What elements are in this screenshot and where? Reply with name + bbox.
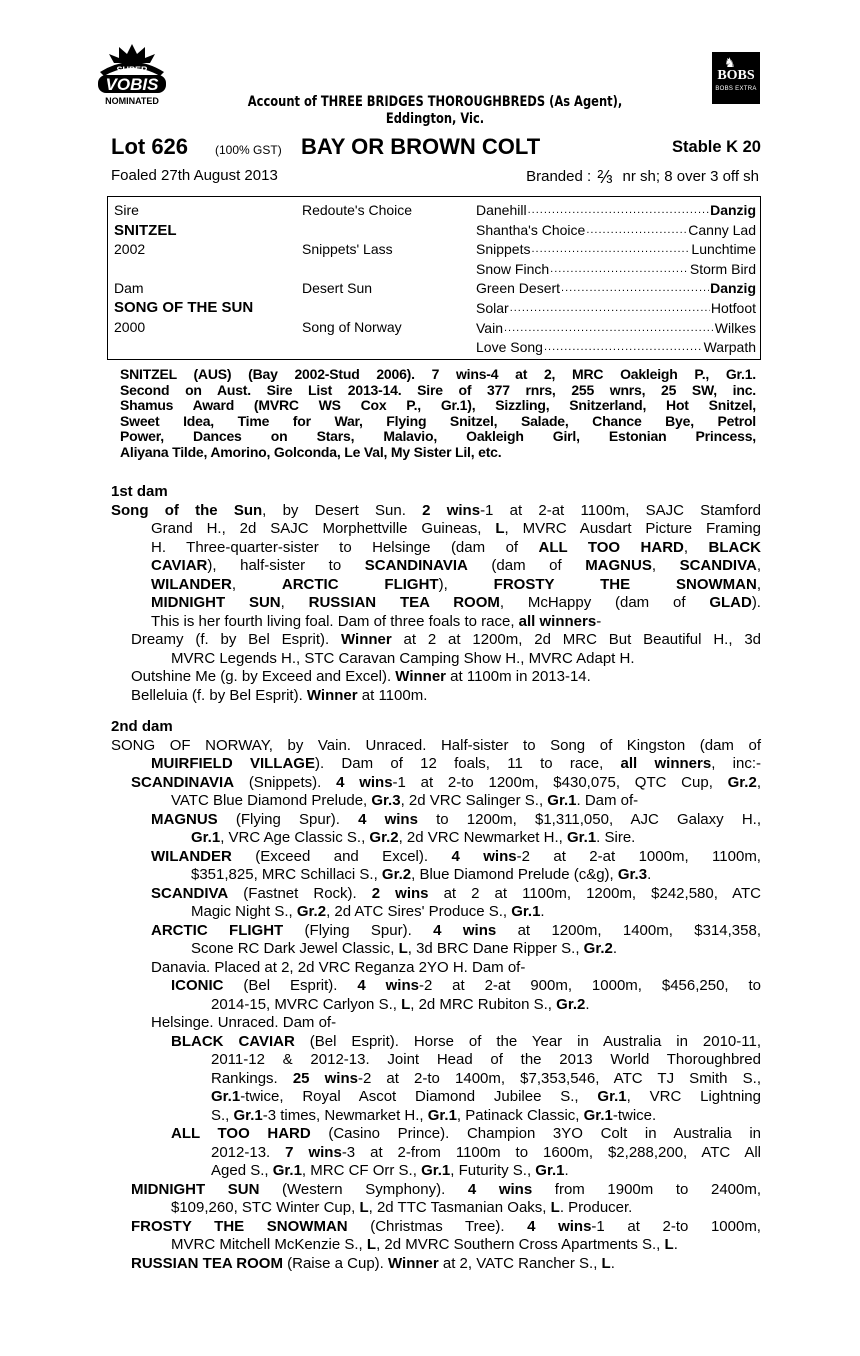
text-line (111, 668, 761, 687)
bold-text: 4 wins (527, 1217, 592, 1235)
bold-text: 4 wins (467, 1180, 533, 1198)
plain-text: -3 at 2-from 1100m to 1600m, $2,288,200, ATC All (341, 1143, 761, 1161)
plain-text: (Exceed and Excel). (231, 847, 452, 865)
plain-text: at 1100m. (357, 686, 428, 704)
text-line (111, 903, 761, 922)
bold-text: 7 wins (285, 1143, 342, 1161)
gen3-row (476, 260, 756, 280)
bold-text: RUSSIAN TEA ROOM (131, 1254, 283, 1272)
bold-text: SCANDIVA (679, 557, 757, 574)
plain-text: -twice. (612, 1106, 657, 1124)
super-vobis-nominated-logo (90, 42, 174, 108)
plain-text: This is her fourth living foal. Dam of three foals to race, (151, 612, 519, 630)
plain-text: H. Three-quarter-sister to Helsinge (dam of (151, 538, 539, 556)
leader-dots (504, 319, 714, 339)
plain-text: -1 at 2-to 1000m, (591, 1217, 761, 1235)
bold-text: Winner (388, 1254, 439, 1272)
dam-label: Dam (114, 280, 144, 296)
bold-text: ARCTIC FLIGHT (151, 921, 284, 939)
brand-mark-icon: ⅔ (597, 167, 613, 187)
bold-text: MIDNIGHT SUN (131, 1180, 260, 1198)
text-line (111, 520, 761, 539)
text-line (111, 1255, 761, 1274)
bold-text: Gr.1 (597, 1088, 627, 1105)
plain-text: (Fastnet Rock). (228, 884, 372, 902)
text-line (111, 1107, 761, 1126)
bold-text: ALL TOO HARD (171, 1125, 311, 1142)
plain-text: , MVRC Ausdart Picture Framing (504, 520, 761, 537)
second-dam-section (111, 718, 761, 1273)
plain-text: , VRC Lightning (626, 1088, 761, 1105)
plain-text: (Flying Spur). (217, 810, 359, 828)
text-line (111, 774, 761, 793)
bold-text: MUIRFIELD VILLAGE (151, 755, 315, 772)
bold-text: 4 wins (357, 977, 419, 994)
plain-text: S., (211, 1106, 234, 1124)
bold-text: GLAD (709, 594, 752, 611)
plain-text: . (673, 1236, 678, 1253)
plain-text: (Christmas Tree). (347, 1217, 528, 1235)
plain-text: at 1100m in 2013-14. (446, 668, 591, 685)
lot-header (111, 134, 761, 162)
sire-label: Sire (114, 202, 139, 218)
plain-text: , 3d BRC Dane Ripper S., (407, 940, 584, 957)
branded-label: Branded : (526, 168, 592, 185)
plain-text: , VRC Age Classic S., (220, 829, 370, 846)
bold-text: Gr.2 (369, 829, 399, 846)
plain-text: (dam of (467, 557, 586, 574)
vobis-nominated-text: NOMINATED (105, 96, 159, 106)
summary-line: Power, Dances on Stars, Malavio, Oakleigh Girl, Estonian Princess, (120, 428, 756, 444)
plain-text: . (647, 866, 652, 883)
plain-text: VATC Blue Diamond Prelude, (171, 792, 372, 809)
plain-text: -2 at 2-at 900m, 1000m, $456,250, to (418, 977, 761, 994)
text-line (111, 576, 761, 595)
bold-text: ICONIC (171, 977, 224, 994)
bold-text: CAVIAR (151, 557, 208, 574)
gen3-sire: Wilkes (714, 319, 756, 336)
plain-text: . (612, 940, 618, 957)
gen3-ancestor: Green Desert (476, 280, 561, 297)
gen3-sire: Danzig (710, 202, 756, 218)
text-line (111, 631, 761, 650)
gen3-sire: Lunchtime (691, 241, 756, 258)
gen3-row (476, 338, 756, 358)
plain-text: Outshine Me (g. by Exceed and Excel). (131, 668, 396, 685)
text-line (111, 755, 761, 774)
bold-text: MAGNUS (585, 557, 652, 574)
vobis-main-text: VOBIS (105, 75, 159, 94)
plain-text: . (540, 903, 545, 920)
plain-text: -1 at 2-to 1200m, $430,075, QTC Cup, (392, 773, 728, 791)
bold-text: 4 wins (336, 773, 393, 791)
text-line (111, 1033, 761, 1052)
gst-note: (100% GST) (215, 143, 282, 157)
text-line (111, 1162, 761, 1181)
text-line (111, 792, 761, 811)
bold-text: Gr.1 (427, 1106, 457, 1124)
bold-text: all winners (518, 612, 597, 630)
text-line (111, 885, 761, 904)
plain-text: . Producer. (559, 1199, 633, 1216)
plain-text: Dreamy (f. by Bel Esprit). (131, 631, 342, 648)
bold-text: BLACK CAVIAR (171, 1032, 295, 1050)
plain-text: at 2, VATC Rancher S., (438, 1254, 602, 1272)
leader-dots (550, 260, 689, 280)
text-line (111, 1236, 761, 1255)
text-line (111, 737, 761, 756)
text-line (111, 1088, 761, 1107)
summary-line: SNITZEL (AUS) (Bay 2002-Stud 2006). 7 wins-4 at 2, MRC Oakleigh P., Gr.1. (120, 366, 756, 382)
plain-text: . (564, 1162, 569, 1179)
vobis-super-text: SUPER (116, 65, 148, 75)
bold-text: 2 wins (371, 884, 429, 902)
bold-text: 4 wins (433, 921, 497, 939)
plain-text: , 2d MRC Rubiton S., (410, 995, 557, 1013)
summary-line: Shamus Award (MVRC WS Cox P., Gr.1), Sizzling, Snitzerland, Hot Snitzel, (120, 397, 756, 413)
leader-dots (531, 240, 690, 260)
plain-text: -twice, Royal Ascot Diamond Jubilee S., (240, 1088, 598, 1105)
text-line (111, 539, 761, 558)
bold-text: 2 wins (422, 501, 481, 519)
plain-text: (Raise a Cup). (282, 1254, 388, 1272)
text-line (111, 1218, 761, 1237)
plain-text: , (683, 538, 709, 556)
bold-text: Gr.2 (727, 773, 757, 791)
sire-sire: Redoute's Choice (302, 202, 413, 218)
plain-text: , 2d VRC Newmarket H., (398, 829, 567, 846)
bold-text: FROSTY THE SNOWMAN (493, 575, 757, 593)
gen3-sire: Storm Bird (689, 260, 756, 277)
bold-text: RUSSIAN TEA ROOM (308, 594, 500, 611)
bold-text: SCANDINAVIA (131, 773, 235, 791)
first-dam-text (111, 502, 761, 706)
plain-text: . (585, 995, 590, 1013)
text-line (111, 922, 761, 941)
plain-text: Rankings. (211, 1069, 293, 1087)
text-line (111, 1014, 761, 1033)
bobs-logo (712, 52, 760, 104)
text-line (111, 866, 761, 885)
text-line (111, 1199, 761, 1218)
plain-text: , 2d ATC Sires' Produce S., (326, 903, 512, 920)
branded-info (526, 167, 759, 188)
plain-text: Scone RC Dark Jewel Classic, (191, 940, 399, 957)
text-line (111, 1125, 761, 1144)
gen3-row (476, 240, 756, 260)
plain-text: 2014-15, MVRC Carlyon S., (211, 995, 402, 1013)
gen3-sire: Hotfoot (710, 300, 756, 316)
plain-text: MVRC Legends H., STC Caravan Camping Show H., MVRC Adapt H. (171, 649, 635, 667)
dam-name: SONG OF THE SUN (114, 299, 254, 316)
bold-text: Winner (341, 631, 392, 648)
dam-sire: Desert Sun (302, 280, 373, 296)
bold-text: 25 wins (292, 1069, 358, 1087)
text-line (111, 650, 761, 669)
vendor-account (219, 94, 650, 128)
plain-text: ), half-sister to (207, 557, 365, 574)
sire-summary (120, 367, 756, 460)
leader-dots (528, 201, 710, 221)
plain-text: , (756, 557, 761, 574)
plain-text: , inc:- (711, 755, 761, 772)
plain-text: Helsinge. Unraced. Dam of- (151, 1014, 337, 1031)
gen3-row (476, 299, 756, 319)
bold-text: Gr.1 (547, 792, 577, 809)
bold-text: L (398, 940, 408, 957)
bold-text: MAGNUS (151, 810, 218, 828)
bold-text: Gr.1 (421, 1162, 451, 1179)
gen3-ancestor: Love Song (476, 339, 543, 356)
text-line (111, 977, 761, 996)
gen3-sire: Danzig (710, 280, 756, 297)
gen3-ancestor: Solar (476, 300, 509, 316)
plain-text: ). Dam of 12 foals, 11 to race, (314, 755, 621, 772)
plain-text: (Bel Esprit). (223, 977, 358, 994)
foaled-date: Foaled 27th August 2013 (111, 167, 278, 184)
lot-number: Lot 626 (111, 134, 189, 159)
plain-text: , 2d VRC Salinger S., (400, 792, 548, 809)
bold-text: SCANDIVA (151, 884, 229, 902)
plain-text: (Flying Spur). (283, 921, 434, 939)
plain-text: , (231, 575, 282, 593)
second-dam-heading: 2nd dam (111, 718, 173, 735)
bold-text: Gr.1 (535, 1162, 565, 1179)
bold-text: Gr.1 (191, 829, 221, 846)
leader-dots (586, 221, 687, 241)
text-line (111, 848, 761, 867)
bold-text: BLACK (708, 538, 761, 556)
text-line (111, 959, 761, 978)
bold-text: Song of the Sun (111, 501, 263, 519)
plain-text: . Dam of- (576, 792, 639, 809)
plain-text: 2012-13. (211, 1143, 286, 1161)
branded-text: nr sh; 8 over 3 off sh (622, 168, 759, 185)
plain-text: -2 at 2-to 1400m, $7,353,546, ATC TJ Smith S., (357, 1069, 761, 1087)
bold-text: 4 wins (451, 847, 517, 865)
bold-text: L (664, 1236, 674, 1253)
plain-text: Aged S., (211, 1162, 273, 1179)
plain-text: . Sire. (596, 829, 636, 846)
plain-text: , (280, 594, 309, 611)
bold-text: Gr.1 (511, 903, 541, 920)
plain-text: MVRC Mitchell McKenzie S., (171, 1236, 367, 1253)
plain-text: , by Desert Sun. (262, 501, 423, 519)
bobs-logo-word: BOBS (717, 68, 755, 83)
bold-text: ARCTIC FLIGHT (281, 575, 439, 593)
summary-line: Aliyana Tilde, Amorino, Golconda, Le Val, My Sister Lil, etc. (120, 443, 502, 460)
bold-text: Gr.3 (371, 792, 401, 809)
bold-text: Gr.3 (617, 866, 648, 883)
plain-text: -3 times, Newmarket H., (262, 1106, 428, 1124)
bold-text: Winner (395, 668, 446, 685)
summary-line: Sweet Idea, Time for War, Flying Snitzel, Salade, Chance Bye, Petrol (120, 412, 756, 429)
text-line (111, 687, 761, 706)
bold-text: FROSTY THE SNOWMAN (131, 1217, 348, 1235)
plain-text: (Snippets). (234, 773, 337, 791)
plain-text: , Blue Diamond Prelude (c&g), (411, 866, 618, 883)
horse-rider-icon: ♞ (724, 55, 736, 70)
leader-dots (544, 338, 703, 358)
text-line (111, 502, 761, 521)
text-line (111, 557, 761, 576)
gen3-row (476, 279, 756, 299)
text-line (111, 1051, 761, 1070)
leader-dots (510, 299, 710, 319)
gen3-row (476, 221, 756, 241)
bold-text: Gr.1 (211, 1088, 241, 1105)
bold-text: WILANDER (151, 847, 232, 865)
plain-text: (Bel Esprit). Horse of the Year in Australia in 2010-11, (294, 1032, 761, 1050)
bold-text: Gr.1 (233, 1106, 263, 1124)
bold-text: 4 wins (358, 810, 418, 828)
summary-line: Second on Aust. Sire List 2013-14. Sire of 377 rnrs, 255 wnrs, 25 SW, inc. (120, 381, 756, 398)
plain-text: $351,825, MRC Schillaci S., (191, 866, 382, 883)
plain-text: , McHappy (dam of (499, 594, 710, 611)
plain-text: ). (751, 594, 761, 611)
bold-text: WILANDER (151, 575, 232, 593)
plain-text: -1 at 2-at 1100m, SAJC Stamford (480, 501, 762, 519)
plain-text: from 1900m to 2400m, (532, 1180, 762, 1198)
plain-text: ), (438, 575, 494, 593)
gen3-sire: Warpath (703, 339, 756, 356)
bobs-logo-subtext: BOBS EXTRA (715, 86, 757, 92)
bold-text: Gr.2 (583, 940, 613, 957)
account-line-2: Eddington, Vic. (385, 111, 485, 127)
gen3-row (476, 201, 756, 221)
first-dam-heading: 1st dam (111, 483, 168, 500)
dam-dam: Song of Norway (302, 319, 402, 335)
plain-text: SONG OF NORWAY, by Vain. Unraced. Half-sister to Song of Kingston (dam of (111, 736, 761, 754)
gen3-ancestor: Vain (476, 319, 503, 336)
plain-text: Magic Night S., (191, 903, 297, 920)
plain-text: to 1200m, $1,311,050, AJC Galaxy H., (417, 810, 761, 828)
text-line (111, 594, 761, 613)
sire-dam: Snippets' Lass (302, 241, 393, 257)
text-line (111, 811, 761, 830)
bold-text: Gr.2 (381, 866, 412, 883)
sire-year: 2002 (114, 241, 146, 257)
bold-text: all winners (620, 755, 712, 772)
plain-text: , (756, 575, 761, 593)
plain-text: (Western Symphony). (259, 1180, 468, 1198)
gen3-ancestor: Snow Finch (476, 260, 550, 277)
bold-text: Gr.2 (296, 903, 327, 920)
bold-text: L (401, 995, 411, 1013)
bold-text: L (359, 1199, 369, 1216)
plain-text: at 2 at 1200m, 2d MRC But Beautiful H., 3d (391, 631, 761, 648)
plain-text: Belleluia (f. by Bel Esprit). (131, 686, 307, 704)
bold-text: L (601, 1254, 611, 1272)
bold-text: Winner (306, 686, 358, 704)
plain-text: $109,260, STC Winter Cup, (171, 1199, 360, 1216)
gen3-sire: Canny Lad (688, 221, 756, 238)
plain-text: - (596, 612, 602, 630)
bold-text: L (366, 1236, 377, 1253)
sire-name: SNITZEL (114, 222, 177, 239)
plain-text: -2 at 2-at 1000m, 1100m, (516, 847, 761, 865)
bold-text: Gr.1 (272, 1162, 302, 1179)
gen3-ancestor: Shantha's Choice (476, 221, 586, 238)
text-line (111, 1181, 761, 1200)
bold-text: MIDNIGHT SUN (151, 594, 281, 611)
bold-text: Gr.1 (583, 1106, 613, 1124)
bold-text: ALL TOO HARD (538, 538, 684, 556)
plain-text: , MRC CF Orr S., (301, 1162, 422, 1179)
leader-dots (561, 279, 709, 299)
plain-text: at 2 at 1100m, 1200m, $242,580, ATC (428, 884, 762, 902)
pedigree-table (107, 196, 761, 360)
plain-text: (Casino Prince). Champion 3YO Colt in Australia in (310, 1125, 762, 1142)
text-line (111, 996, 761, 1015)
stable-location: Stable K 20 (672, 138, 761, 156)
text-line (111, 940, 761, 959)
plain-text: at 1200m, 1400m, $314,358, (496, 921, 761, 939)
account-line-1: Account of THREE BRIDGES THOROUGHBREDS (As Agent), (247, 94, 623, 110)
bold-text: L (550, 1199, 560, 1216)
second-dam-text (111, 737, 761, 1274)
plain-text: , Futurity S., (450, 1162, 536, 1179)
text-line (111, 1070, 761, 1089)
text-line (111, 829, 761, 848)
gen3-ancestor: Danehill (476, 202, 527, 218)
bold-text: Gr.2 (556, 995, 586, 1013)
dam-year: 2000 (114, 319, 146, 335)
plain-text: , 2d MVRC Southern Cross Apartments S., (376, 1236, 665, 1253)
bold-text: L (495, 520, 505, 537)
gen3-ancestor: Snippets (476, 241, 531, 258)
plain-text: , (651, 557, 680, 574)
text-line (111, 613, 761, 632)
plain-text: Grand H., 2d SAJC Morphettville Guineas, (151, 520, 496, 537)
text-line (111, 1144, 761, 1163)
gen3-row (476, 319, 756, 339)
plain-text: 2011-12 & 2012-13. Joint Head of the 2013 World Thoroughbred (211, 1051, 761, 1068)
bold-text: Gr.1 (566, 829, 597, 846)
plain-text: Danavia. Placed at 2, 2d VRC Reganza 2YO H. Dam of- (151, 958, 526, 976)
plain-text: , (756, 773, 761, 791)
plain-text: . (610, 1254, 615, 1272)
plain-text: , 2d TTC Tasmanian Oaks, (368, 1199, 551, 1216)
bold-text: SCANDINAVIA (364, 557, 468, 574)
plain-text: , Patinack Classic, (456, 1106, 584, 1124)
first-dam-section (111, 483, 761, 705)
horse-description: BAY OR BROWN COLT (301, 134, 541, 159)
